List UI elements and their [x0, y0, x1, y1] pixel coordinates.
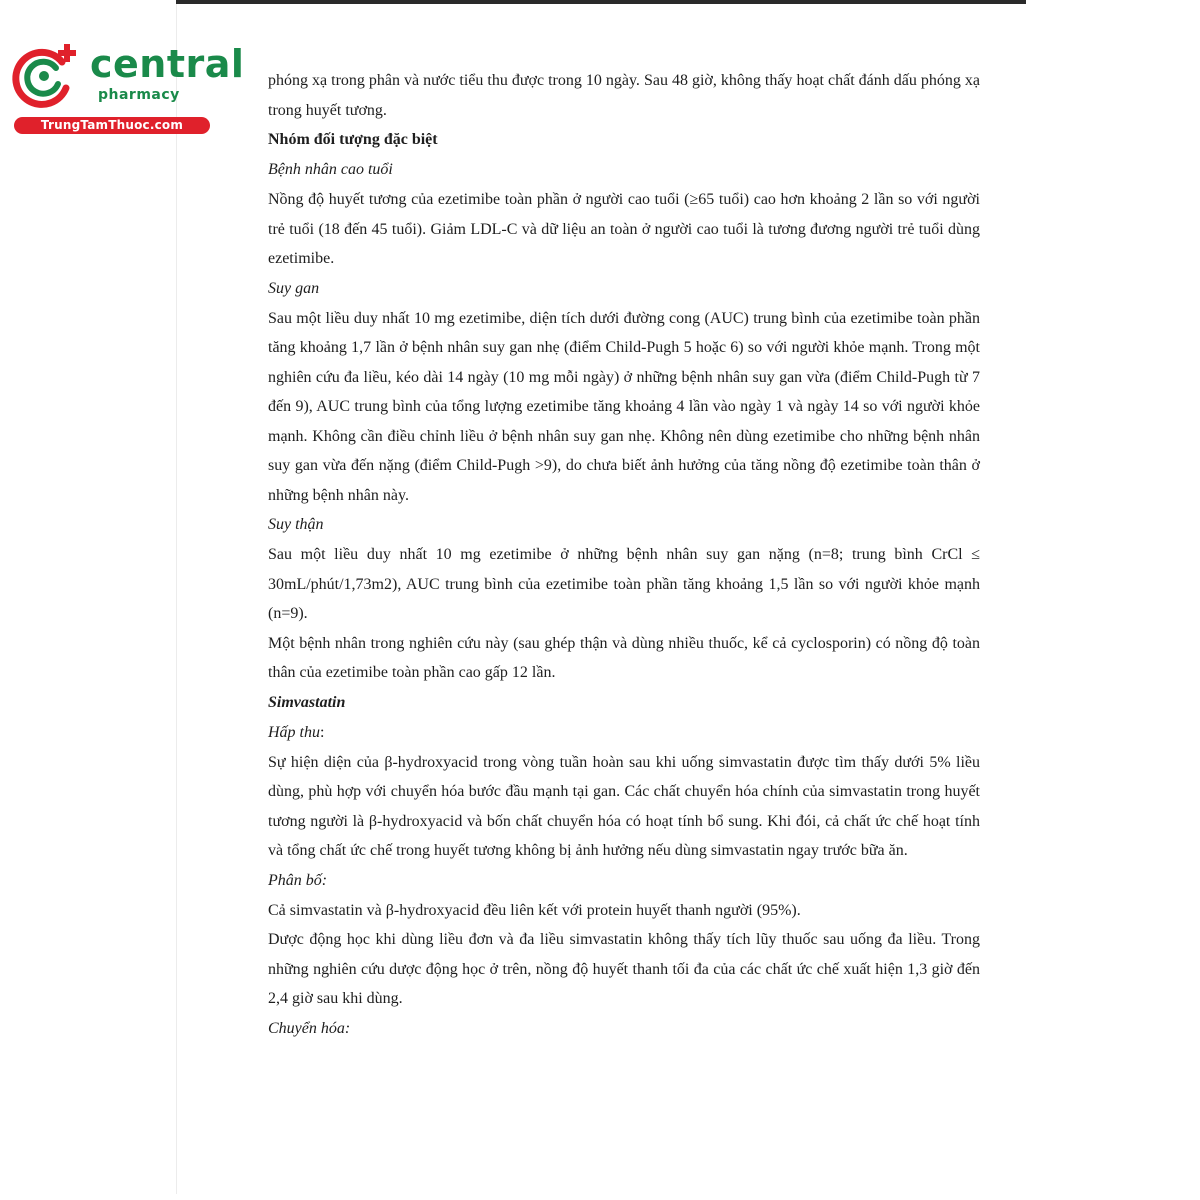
paragraph-renal-impairment: Sau một liều duy nhất 10 mg ezetimibe ở những bệnh nhân suy gan nặng (n=8; trung bình CrCl ≤ 30mL/phút/1,73m2), AUC trung bình của ezetimibe toàn phần tăng khoảng 1,5 lần so với người khỏe mạnh (n=9). [268, 546, 980, 622]
paragraph-elderly: Nồng độ huyết tương của ezetimibe toàn phần ở người cao tuổi (≥65 tuổi) cao hơn khoảng 2 lần so với người trẻ tuổi (18 đến 45 tuổi). Giảm LDL-C và dữ liệu an toàn ở người cao tuổi là tương đương người trẻ tuổi dùng ezetimibe. [268, 191, 980, 267]
logo-site-banner: TrungTamThuoc.com [14, 117, 210, 134]
paragraph-pharmacokinetics: Dược động học khi dùng liều đơn và đa liều simvastatin không thấy tích lũy thuốc sau uống đa liều. Trong những nghiên cứu dược động học ở trên, nồng độ huyết thanh tối đa của các chất ức chế xuất hiện 1,3 giờ đến 2,4 giờ sau khi dùng. [268, 931, 980, 1007]
heading-elderly: Bệnh nhân cao tuổi [268, 161, 393, 178]
heading-distribution: Phân bố: [268, 871, 328, 889]
heading-metabolism: Chuyển hóa: [268, 1019, 351, 1037]
document-body [268, 66, 980, 1044]
pharmacy-cross-c-icon [10, 40, 82, 112]
scan-left-edge [176, 4, 177, 1194]
heading-special-populations: Nhóm đối tượng đặc biệt [268, 131, 438, 148]
heading-absorption-colon: : [320, 723, 325, 741]
paragraph-absorption: Sự hiện diện của β-hydroxyacid trong vòng tuần hoàn sau khi uống simvastatin được tìm thấy dưới 5% liều dùng, phù hợp với chuyển hóa bước đầu mạnh tại gan. Các chất chuyển hóa chính của simvastatin trong huyết tương người là β-hydroxyacid và bốn chất chuyển hóa có hoạt tính bổ sung. Khi đói, cả chất ức chế hoạt tính và tổng chất ức chế trong huyết tương không bị ảnh hưởng nếu dùng simvastatin ngay trước bữa ăn. [268, 753, 980, 859]
heading-absorption-line [268, 718, 980, 748]
central-pharmacy-logo[interactable] [10, 40, 245, 140]
paragraph-hepatic-impairment: Sau một liều duy nhất 10 mg ezetimibe, diện tích dưới đường cong (AUC) trung bình của ezetimibe toàn phần tăng khoảng 1,7 lần ở bệnh nhân suy gan nhẹ (điểm Child-Pugh 5 hoặc 6) so với người khỏe mạnh. Trong một nghiên cứu đa liều, kéo dài 14 ngày (10 mg mỗi ngày) ở những bệnh nhân suy gan vừa (điểm Child-Pugh từ 7 đến 9), AUC trung bình của tổng lượng ezetimibe tăng khoảng 4 lần vào ngày 1 và ngày 14 so với người khỏe mạnh. Không cần điều chỉnh liều ở bệnh nhân suy gan nhẹ. Không nên dùng ezetimibe cho những bệnh nhân suy gan vừa đến nặng (điểm Child-Pugh >9), do chưa biết ảnh hưởng của tăng nồng độ ezetimibe toàn thân ở những bệnh nhân này. [268, 309, 980, 504]
heading-absorption: Hấp thu [268, 723, 320, 741]
paragraph-renal-transplant: Một bệnh nhân trong nghiên cứu này (sau ghép thận và dùng nhiều thuốc, kể cả cyclosporin) có nồng độ toàn thân của ezetimibe toàn phần cao gấp 12 lần. [268, 634, 980, 681]
logo-tagline: pharmacy [98, 87, 180, 103]
heading-hepatic-impairment: Suy gan [268, 279, 320, 297]
heading-renal-impairment: Suy thận [268, 516, 324, 533]
heading-simvastatin: Simvastatin [268, 693, 346, 711]
paragraph-excretion: phóng xạ trong phân và nước tiểu thu được trong 10 ngày. Sau 48 giờ, không thấy hoạt chất đánh dấu phóng xạ trong huyết tương. [268, 72, 980, 119]
logo-brand-name: central [90, 42, 245, 86]
paragraph-protein-binding: Cả simvastatin và β-hydroxyacid đều liên kết với protein huyết thanh người (95%). [268, 901, 801, 919]
scan-top-border [176, 0, 1026, 4]
